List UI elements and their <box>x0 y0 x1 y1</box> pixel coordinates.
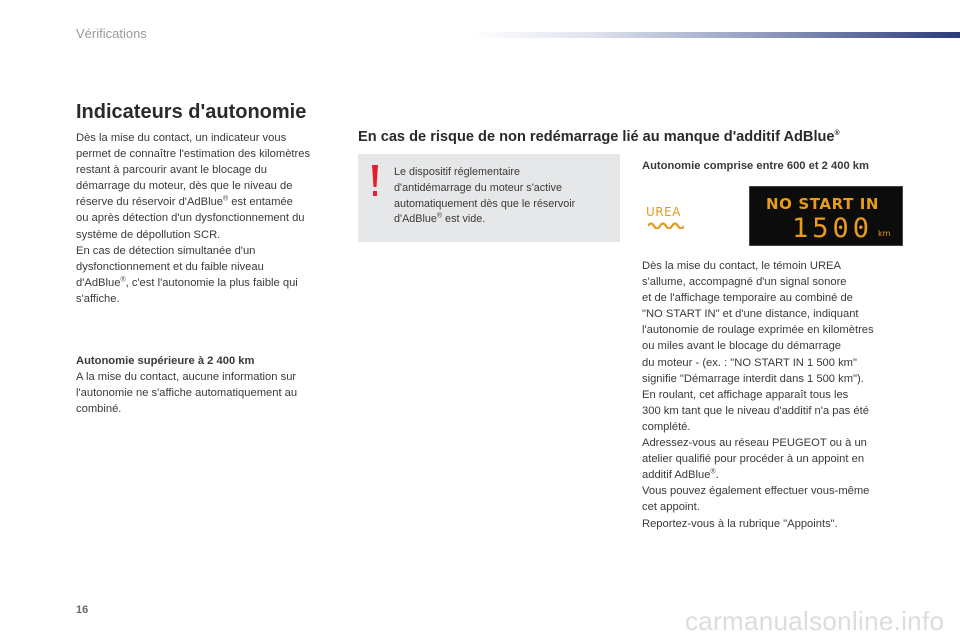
header-gradient-bar <box>470 32 960 38</box>
text-line: d'antidémarrage du moteur s'active <box>394 181 562 194</box>
urea-label: UREA <box>646 205 681 219</box>
page-number: 16 <box>76 604 89 616</box>
text-line: du moteur - (ex. : "NO START IN 1 500 km" <box>642 356 857 369</box>
display-value: 1500 <box>792 213 874 244</box>
text-line: "NO START IN" et d'une distance, indiquant <box>642 308 859 321</box>
text-line: d'AdBlue®, c'est l'autonomie la plus faible qui <box>76 276 298 289</box>
text-line: combiné. <box>76 403 122 416</box>
text-line: Dès la mise du contact, un indicateur vous <box>76 132 287 144</box>
text-line: additif AdBlue®. <box>642 468 719 482</box>
main-heading: Indicateurs d'autonomie <box>76 101 307 123</box>
exclamation-icon <box>370 164 380 198</box>
text-line: Le dispositif réglementaire <box>394 166 521 178</box>
text-line: 300 km tant que le niveau d'additif n'a pas été <box>642 404 869 417</box>
text-line: permet de connaître l'estimation des kilomètres <box>76 148 311 161</box>
left-above-2400-section <box>76 353 297 417</box>
text-line: En roulant, cet affichage apparaît tous les <box>642 388 849 401</box>
text-line: démarrage du moteur, dès que le niveau de <box>76 180 293 193</box>
text-line: et de l'affichage temporaire au combiné de <box>642 292 853 305</box>
text-line: cet appoint. <box>642 501 700 514</box>
text-line: réserve du réservoir d'AdBlue® est entamée <box>76 195 293 209</box>
display-title: NO START IN <box>766 195 880 213</box>
text-line: dysfonctionnement et du faible niveau <box>76 260 264 273</box>
text-line: s'affiche. <box>76 292 120 305</box>
text-line: ou miles avant le blocage du démarrage <box>642 340 842 353</box>
warning-box <box>358 154 620 242</box>
text-line: complété. <box>642 420 691 433</box>
range-600-2400-title: Autonomie comprise entre 600 et 2 400 km <box>642 160 869 172</box>
text-line: d'AdBlue® est vide. <box>394 212 486 226</box>
right-heading: En cas de risque de non redémarrage lié au manque d'additif AdBlue® <box>358 129 840 145</box>
left-intro-paragraph <box>76 130 310 307</box>
text-line: Vous pouvez également effectuer vous-même <box>642 485 870 498</box>
instrument-display <box>749 186 903 246</box>
text-line: s'allume, accompagné d'un signal sonore <box>642 276 847 289</box>
text-line: l'autonomie ne s'affiche automatiquement au <box>76 387 298 400</box>
urea-warning-icon <box>646 205 686 231</box>
text-line: ou après détection d'un dysfonctionnement du <box>76 212 305 225</box>
left-above-body <box>76 369 297 417</box>
watermark: carmanualsonline.info <box>685 606 945 636</box>
text-line: système de dépollution SCR. <box>76 228 221 241</box>
text-line: automatiquement dès que le réservoir <box>394 197 576 210</box>
text-line: A la mise du contact, aucune information sur <box>76 371 297 384</box>
right-body-paragraph <box>642 258 874 532</box>
text-line: signifie "Démarrage interdit dans 1 500 km"). <box>642 372 864 385</box>
section-title: Vérifications <box>76 26 147 41</box>
wave-icon <box>648 221 684 229</box>
exclamation-icon-svg <box>370 164 380 198</box>
text-line: Adressez-vous au réseau PEUGEOT ou à un <box>642 437 867 450</box>
text-line: restant à parcourir avant le blocage du <box>76 164 267 177</box>
text-line: En cas de détection simultanée d'un <box>76 244 256 257</box>
text-line: Reportez-vous à la rubrique "Appoints". <box>642 517 838 530</box>
text-line: atelier qualifié pour procéder à un appoint en <box>642 453 865 466</box>
text-line: l'autonomie de roulage exprimée en kilomètres <box>642 324 874 337</box>
left-above-title: Autonomie supérieure à 2 400 km <box>76 355 255 367</box>
warning-text <box>394 165 575 228</box>
display-unit: km <box>878 229 891 238</box>
text-line: Dès la mise du contact, le témoin UREA <box>642 260 841 272</box>
